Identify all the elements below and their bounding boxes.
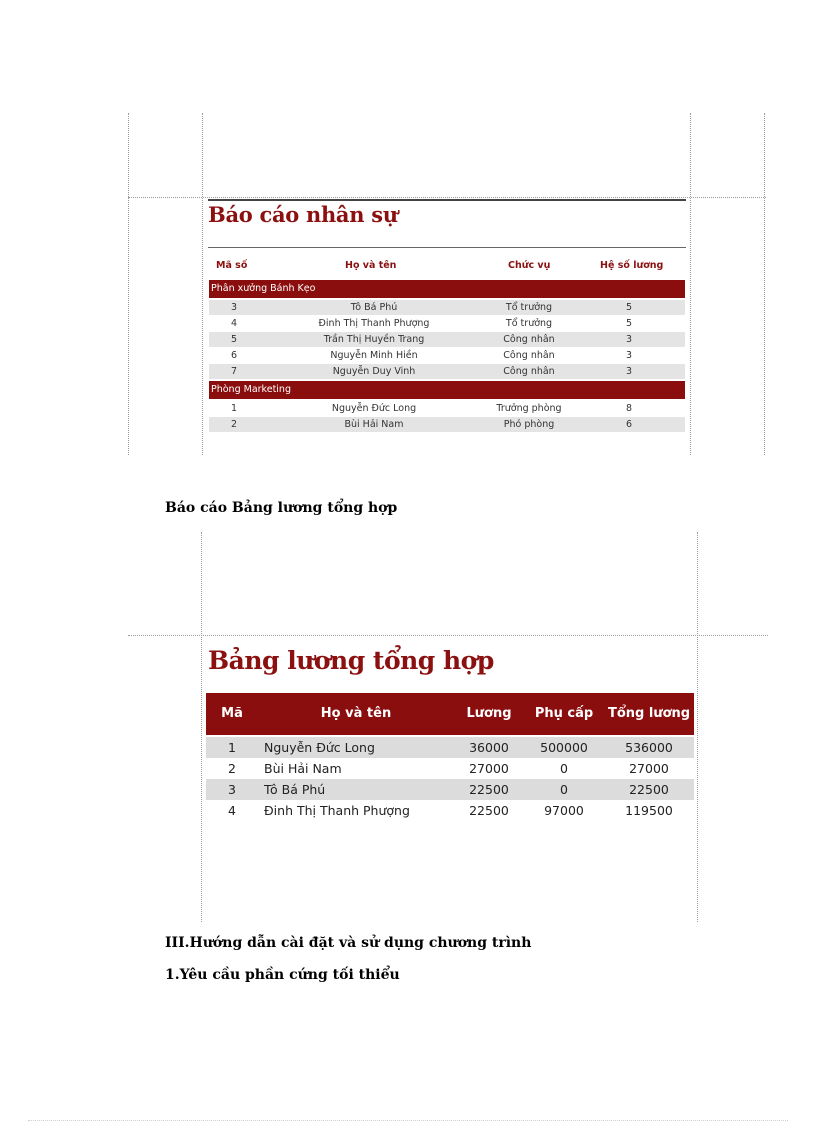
- table-row: 1 Nguyễn Đức Long 36000 500000 536000: [206, 737, 694, 758]
- group-header: Phòng Marketing: [209, 381, 685, 399]
- table-row: 4 Đinh Thị Thanh Phượng Tổ trưởng 5: [230, 318, 633, 329]
- group-header: Phân xưởng Bánh Kẹo: [209, 280, 685, 298]
- table-row: 7 Nguyễn Duy Vinh Công nhân 3: [209, 364, 685, 379]
- guide-line: [764, 113, 765, 455]
- col-header-ho-ten: Họ và tên: [345, 260, 397, 271]
- col-header-he-so: Hệ số lương: [600, 260, 664, 271]
- table-row: 1 Nguyễn Đức Long Trưởng phòng 8: [230, 403, 633, 414]
- col-header-luong: Lương: [466, 706, 512, 721]
- guide-line: [128, 197, 766, 198]
- table-row: 2 Bùi Hải Nam 27000 0 27000: [228, 761, 669, 776]
- table-row: 6 Nguyễn Minh Hiền Công nhân 3: [230, 350, 633, 361]
- staff-report-title: Báo cáo nhân sự: [208, 202, 398, 227]
- table-row: 3 Tô Bá Phú Tổ trưởng 5: [209, 300, 685, 315]
- guide-line: [202, 113, 203, 455]
- guide-line: [128, 635, 768, 636]
- col-header-chuc-vu: Chức vụ: [508, 260, 551, 271]
- payroll-report-image: [128, 532, 768, 922]
- col-header-tong-luong: Tổng lương: [608, 706, 691, 721]
- title-rule: [208, 199, 686, 201]
- payroll-heading: Báo cáo Bảng lương tổng hợp: [165, 500, 398, 516]
- table-header: [206, 693, 694, 735]
- table-row: 4 Đinh Thị Thanh Phượng 22500 97000 119500: [228, 803, 673, 818]
- col-header-ho-ten: Họ và tên: [320, 706, 392, 721]
- staff-report-image: [128, 113, 766, 455]
- col-header-ma-so: Mã số: [216, 260, 248, 271]
- table-row: 2 Bùi Hải Nam Phó phòng 6: [209, 417, 685, 432]
- guide-line: [690, 113, 691, 455]
- header-rule: [208, 247, 686, 248]
- guide-line: [697, 532, 698, 922]
- col-header-ma: Mã: [221, 706, 243, 721]
- col-header-phu-cap: Phụ cấp: [534, 706, 594, 721]
- table-row: 5 Trần Thị Huyền Trang Công nhân 3: [209, 332, 685, 347]
- subsection-heading: 1.Yêu cầu phần cứng tối thiểu: [165, 967, 400, 983]
- section-heading: III.Hướng dẫn cài đặt và sử dụng chương trình: [165, 935, 532, 951]
- guide-line: [128, 113, 129, 455]
- page-bottom-rule: [28, 1120, 788, 1121]
- payroll-report-title: Bảng lương tổng hợp: [208, 646, 494, 675]
- guide-line: [201, 532, 202, 922]
- table-row: 3 Tô Bá Phú 22500 0 22500: [206, 779, 694, 800]
